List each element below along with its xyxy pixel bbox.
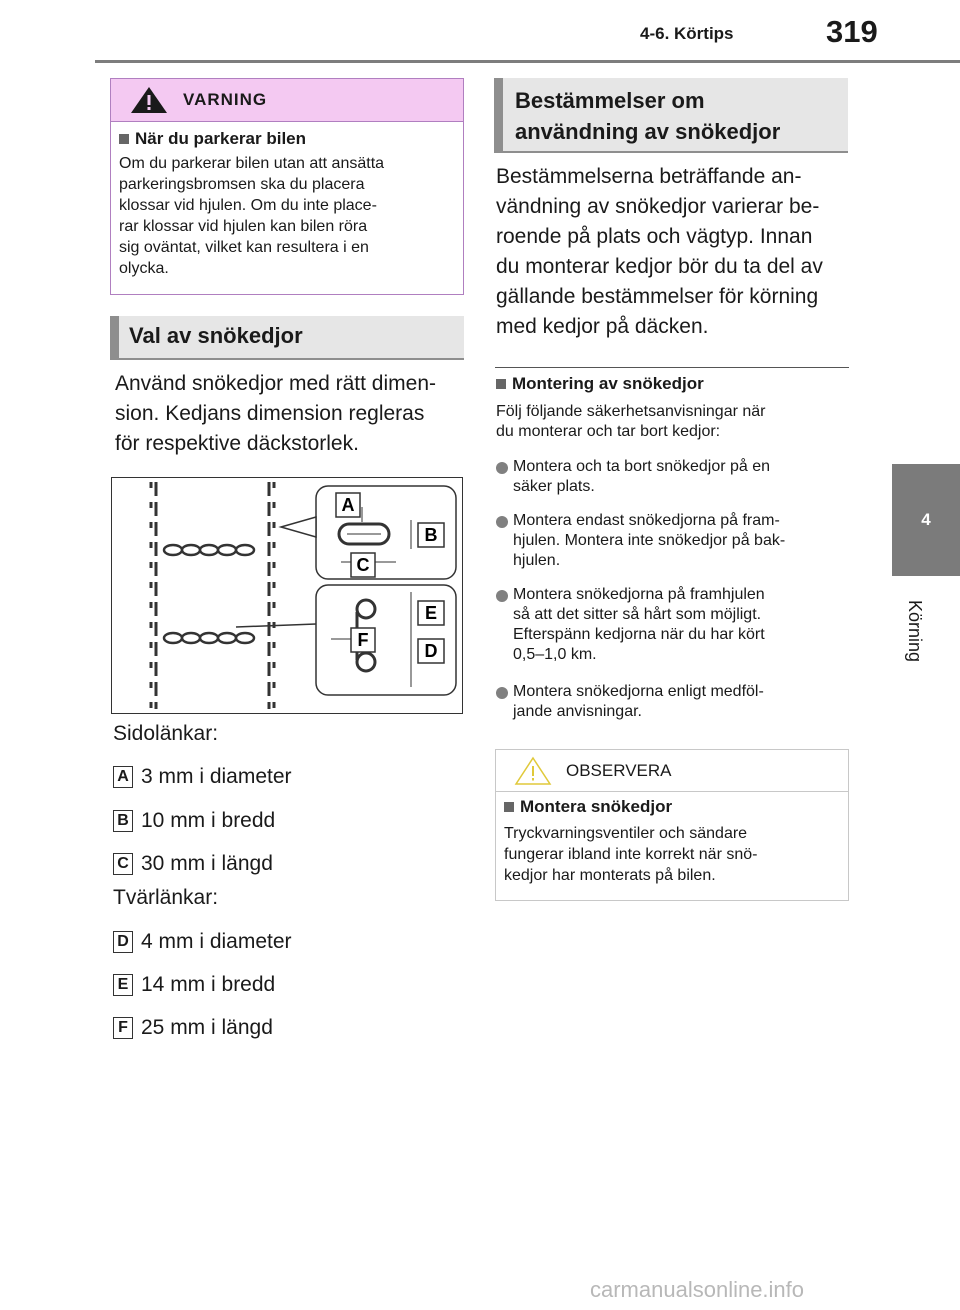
figure-label: A bbox=[341, 495, 355, 515]
warning-line: rar klossar vid hjulen kan bilen röra bbox=[119, 218, 368, 235]
letter-badge: F bbox=[113, 1017, 133, 1039]
body-line: Bestämmelserna beträffande an- bbox=[496, 165, 802, 188]
running-header-section: 4-6. Körtips bbox=[640, 24, 734, 43]
figure-label: F bbox=[357, 630, 369, 650]
bullet-dot-icon bbox=[496, 462, 508, 474]
warning-header bbox=[111, 79, 463, 122]
body-line: Använd snökedjor med rätt dimen- bbox=[115, 372, 436, 395]
figure-label: D bbox=[424, 641, 438, 661]
letter-badge: C bbox=[113, 853, 133, 875]
warning-line: sig oväntat, vilket kan resultera i en bbox=[119, 239, 369, 256]
caution-triangle-icon bbox=[514, 756, 552, 786]
bullet-item: Montera snökedjorna på framhjulen så att det sitter så hårt som möjligt. Efterspänn kedjorna när du har kört 0,5–1,0 km. bbox=[496, 585, 846, 665]
warning-subheading: När du parkerar bilen bbox=[119, 129, 306, 149]
measurement-row: A 3 mm i diameter bbox=[113, 765, 292, 789]
letter-badge: B bbox=[113, 810, 133, 832]
figure-label: C bbox=[356, 555, 370, 575]
square-bullet-icon bbox=[504, 802, 514, 812]
body-line: roende på plats och vägtyp. Innan bbox=[496, 225, 813, 248]
snow-chain-figure bbox=[111, 477, 463, 714]
warning-line: olycka. bbox=[119, 260, 169, 277]
caution-header bbox=[496, 750, 848, 792]
letter-badge: E bbox=[113, 974, 133, 996]
chapter-number: 4 bbox=[921, 510, 931, 529]
section-best-text bbox=[496, 162, 846, 342]
body-line: med kedjor på däcken. bbox=[496, 315, 709, 338]
bullet-item: Montera snökedjorna enligt medföl- jande anvisningar. bbox=[496, 682, 846, 722]
section-val-text bbox=[115, 369, 465, 459]
bullet-item: Montera och ta bort snökedjor på en säker plats. bbox=[496, 457, 846, 497]
warning-box bbox=[110, 78, 464, 295]
bullet-dot-icon bbox=[496, 516, 508, 528]
montering-subheading: Montering av snökedjor bbox=[496, 374, 704, 394]
square-bullet-icon bbox=[119, 134, 129, 144]
letter-badge: D bbox=[113, 931, 133, 953]
measurement-row: D 4 mm i diameter bbox=[113, 930, 292, 954]
figure-label: B bbox=[424, 525, 438, 545]
bullet-item: Montera endast snökedjorna på fram- hjulen. Montera inte snökedjor på bak- hjulen. bbox=[496, 511, 846, 571]
bullet-dot-icon bbox=[496, 687, 508, 699]
measurement-row: B 10 mm i bredd bbox=[113, 809, 275, 833]
chapter-title-vertical bbox=[895, 600, 955, 680]
warning-line: Om du parkerar bilen utan att ansätta bbox=[119, 155, 385, 172]
body-line: vändning av snökedjor varierar be- bbox=[496, 195, 820, 218]
body-line: för respektive däckstorlek. bbox=[115, 432, 359, 455]
section-heading-val: Val av snökedjor bbox=[110, 316, 464, 360]
warning-line: parkeringsbromsen ska du placera bbox=[119, 176, 365, 193]
caution-text: Tryckvarningsventiler och sändare fungerar ibland inte korrekt när snö- kedjor har monterats på bilen. bbox=[504, 825, 758, 884]
chapter-tab bbox=[892, 464, 960, 576]
warning-text bbox=[119, 153, 459, 279]
side-links-label: Sidolänkar: bbox=[113, 722, 219, 745]
square-bullet-icon bbox=[496, 379, 506, 389]
warning-line: klossar vid hjulen. Om du inte place- bbox=[119, 197, 377, 214]
header-rule bbox=[95, 60, 960, 63]
measurement-row: C 30 mm i längd bbox=[113, 852, 273, 876]
measurement-row: E 14 mm i bredd bbox=[113, 973, 275, 997]
body-line: sion. Kedjans dimension regleras bbox=[115, 402, 425, 425]
letter-badge: A bbox=[113, 766, 133, 788]
cross-links-label: Tvärlänkar: bbox=[113, 886, 219, 909]
body-line: du monterar kedjor bör du ta del av bbox=[496, 255, 823, 278]
section-heading-bestammelser: Bestämmelser om användning av snökedjor bbox=[494, 78, 848, 153]
warning-triangle-icon bbox=[129, 85, 169, 115]
watermark: carmanualsonline.info bbox=[590, 1277, 805, 1302]
warning-title: VARNING bbox=[183, 90, 268, 109]
figure-label: E bbox=[424, 603, 438, 623]
caution-box bbox=[495, 749, 849, 901]
caution-subheading: Montera snökedjor bbox=[504, 797, 672, 817]
montering-intro: Följ följande säkerhetsanvisningar när du monterar och tar bort kedjor: bbox=[496, 403, 766, 440]
page-number: 319 bbox=[826, 14, 878, 49]
measurement-row: F 25 mm i längd bbox=[113, 1016, 273, 1040]
caution-title: OBSERVERA bbox=[566, 761, 672, 780]
chapter-title: Körning bbox=[905, 600, 925, 663]
divider bbox=[495, 367, 849, 368]
body-line: gällande bestämmelser för körning bbox=[496, 285, 819, 308]
bullet-dot-icon bbox=[496, 590, 508, 602]
